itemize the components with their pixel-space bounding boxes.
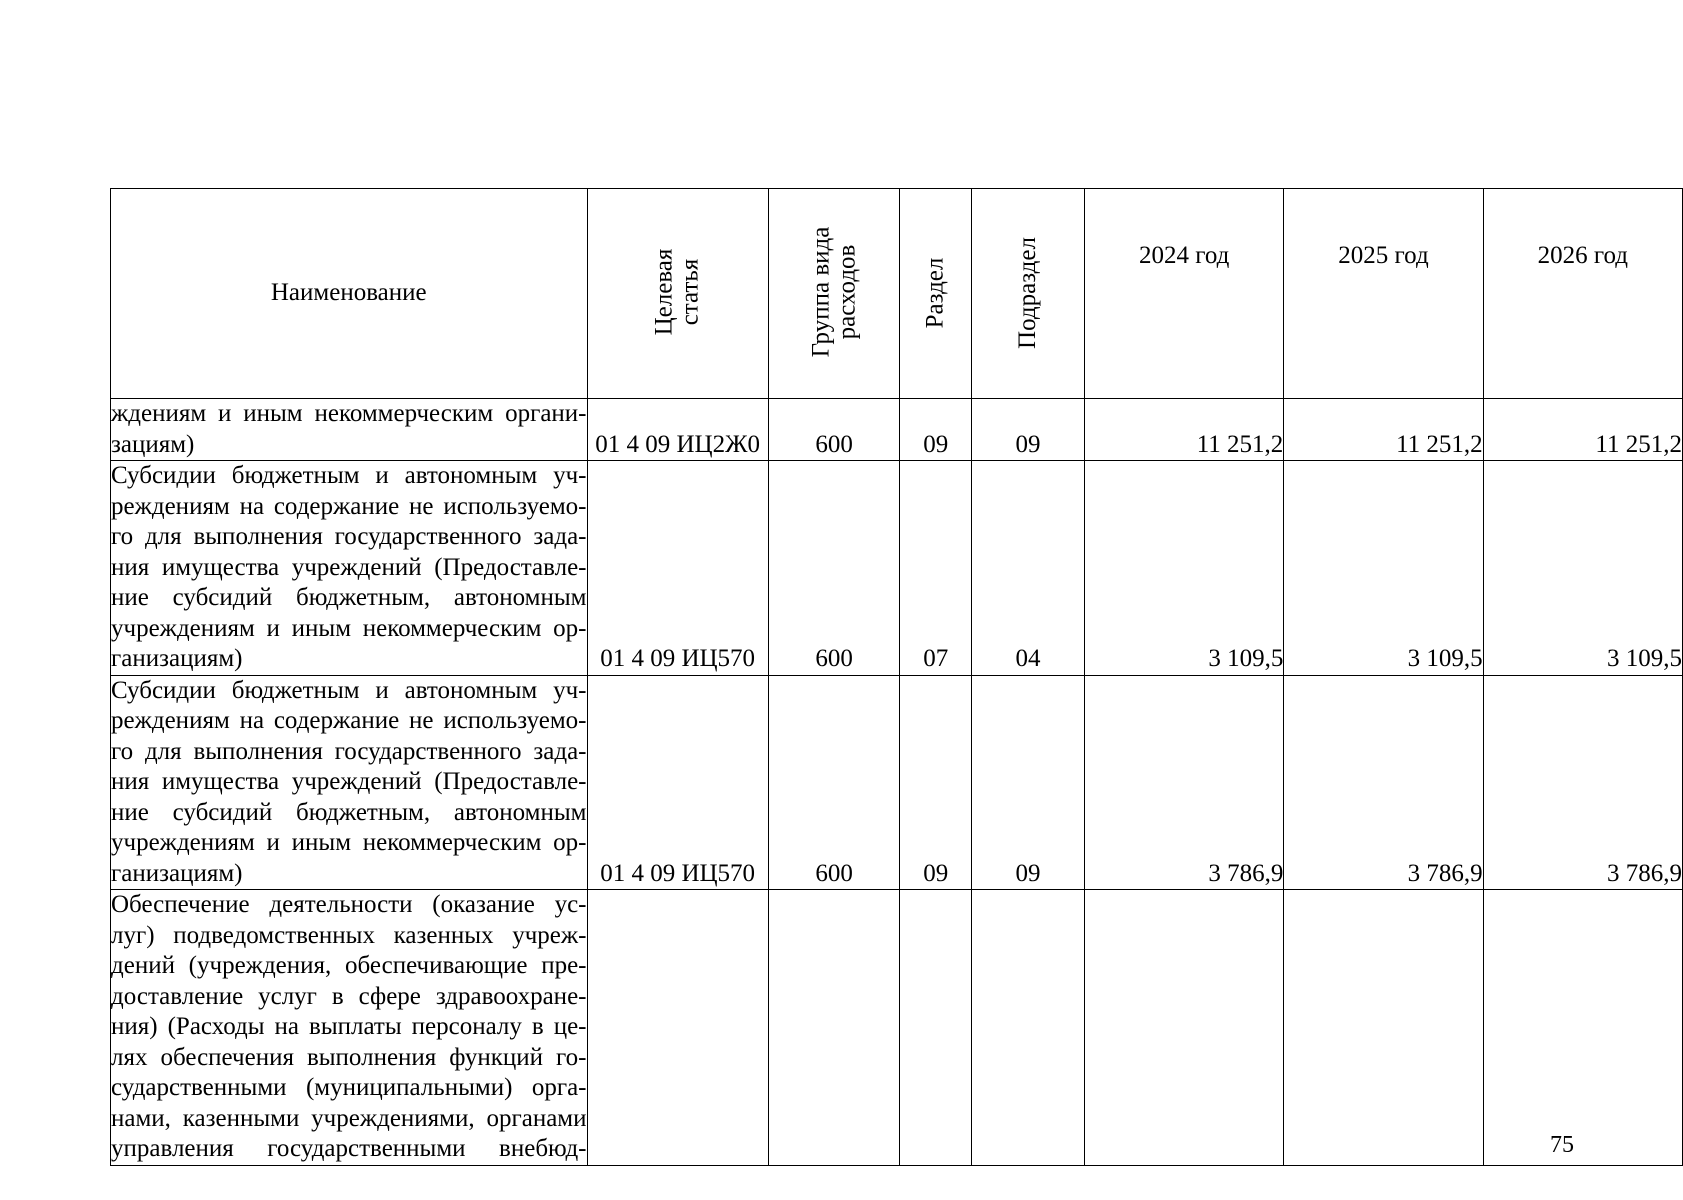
header-year-2024: 2024 год — [1084, 189, 1283, 399]
row-expense-group: 600 — [768, 675, 900, 890]
row-subsection — [972, 890, 1085, 1166]
row-target-article — [587, 890, 768, 1166]
row-section: 09 — [900, 399, 972, 461]
row-subsection: 04 — [972, 461, 1085, 676]
table-row — [111, 461, 1683, 676]
row-target-article: 01 4 09 ИЦ570 — [587, 675, 768, 890]
row-amount-2025: 3 109,5 — [1284, 461, 1483, 676]
page-number: 75 — [1550, 1132, 1574, 1158]
row-name: Субсидии бюджетным и автономным уч- реждениям на содержание не используемо- го для выполнения государственного зада- ния имущества учреждений (Предоставле- ние субсидий бюджетным, автономным учреждениям и иным некоммерческим ор- ганизациям) — [111, 461, 588, 676]
header-section: Раздел — [900, 189, 972, 399]
header-target-article: Целевая статья — [587, 189, 768, 399]
table-row — [111, 890, 1683, 1166]
row-amount-2024: 3 109,5 — [1084, 461, 1283, 676]
row-expense-group — [768, 890, 900, 1166]
row-expense-group: 600 — [768, 399, 900, 461]
header-expense-group: Группа вида расходов — [768, 189, 900, 399]
header-row — [111, 189, 1683, 399]
row-amount-2025: 11 251,2 — [1284, 399, 1483, 461]
table-row — [111, 399, 1683, 461]
row-amount-2026: 3 786,9 — [1483, 675, 1682, 890]
header-subsection: Подраздел — [972, 189, 1085, 399]
row-amount-2025: 3 786,9 — [1284, 675, 1483, 890]
row-target-article: 01 4 09 ИЦ570 — [587, 461, 768, 676]
header-year-2026: 2026 год — [1483, 189, 1682, 399]
row-target-article: 01 4 09 ИЦ2Ж0 — [587, 399, 768, 461]
row-expense-group: 600 — [768, 461, 900, 676]
row-amount-2026: 11 251,2 — [1483, 399, 1682, 461]
header-name: Наименование — [111, 189, 588, 399]
row-subsection: 09 — [972, 399, 1085, 461]
row-name: ждениям и иным некоммерческим органи- зациям) — [111, 399, 588, 461]
row-amount-2024: 3 786,9 — [1084, 675, 1283, 890]
header-year-2025: 2025 год — [1284, 189, 1483, 399]
row-amount-2026: 3 109,5 — [1483, 461, 1682, 676]
row-section: 09 — [900, 675, 972, 890]
row-amount-2026 — [1483, 890, 1682, 1166]
row-amount-2024: 11 251,2 — [1084, 399, 1283, 461]
row-name: Субсидии бюджетным и автономным уч- реждениям на содержание не используемо- го для выполнения государственного зада- ния имущества учреждений (Предоставле- ние субсидий бюджетным, автономным учреждениям и иным некоммерческим ор- ганизациям) — [111, 675, 588, 890]
table-row — [111, 675, 1683, 890]
row-section: 07 — [900, 461, 972, 676]
row-name: Обеспечение деятельности (оказание ус- луг) подведомственных казенных учреж- дений (учреждения, обеспечивающие пре- доставление услуг в сфере здравоохране- ния) (Расходы на выплаты персоналу в це- лях обеспечения выполнения функций го- сударственными (муниципальными) орга- нами, казенными учреждениями, органами управления государственными внебюд- — [111, 890, 588, 1166]
row-amount-2025 — [1284, 890, 1483, 1166]
row-amount-2024 — [1084, 890, 1283, 1166]
budget-table — [110, 188, 1683, 1166]
row-subsection: 09 — [972, 675, 1085, 890]
row-section — [900, 890, 972, 1166]
